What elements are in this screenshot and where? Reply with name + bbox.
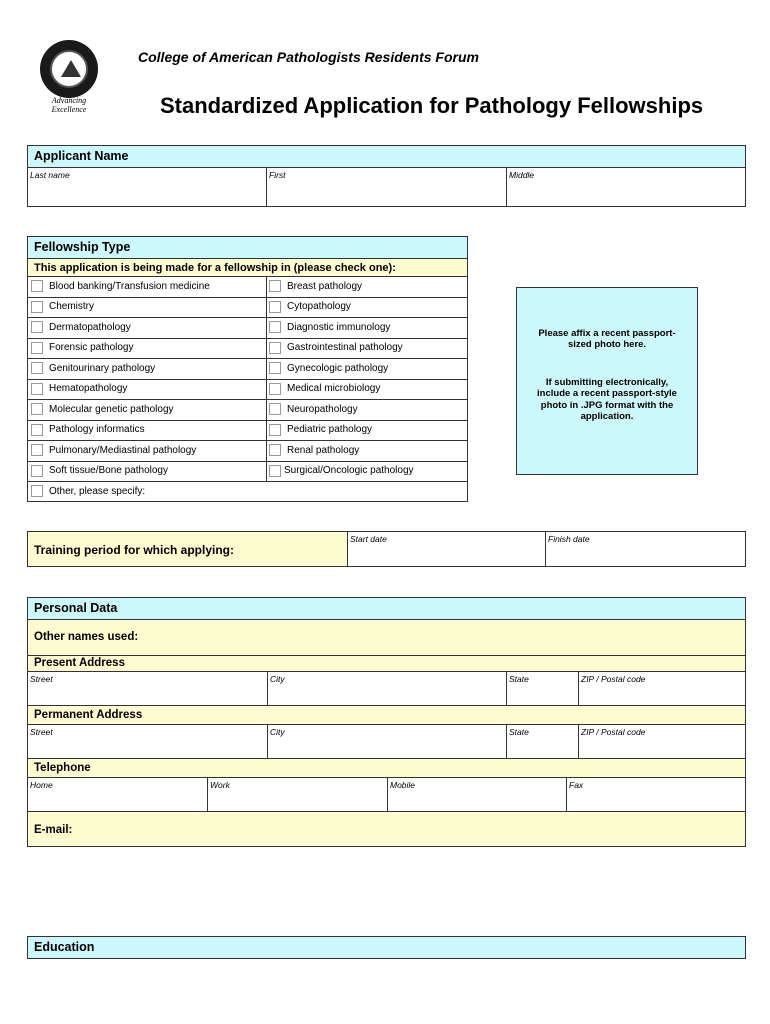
permanent-state-field[interactable] [506, 724, 579, 759]
checkbox[interactable] [269, 424, 281, 436]
home-phone-field[interactable] [27, 777, 208, 812]
fellowship-option-label: Renal pathology [287, 444, 360, 456]
permanent-city-field[interactable] [267, 724, 507, 759]
fellowship-option-label: Neuropathology [287, 403, 358, 415]
fellowship-instruction: This application is being made for a fellowship in (please check one): [27, 258, 468, 277]
checkbox[interactable] [269, 465, 281, 477]
checkbox[interactable] [269, 342, 281, 354]
start-date-label: Start date [350, 534, 387, 544]
fellowship-row [27, 317, 468, 339]
logo-tagline: Advancing Excellence [51, 96, 87, 114]
fellowship-row [27, 297, 468, 319]
fellowship-option[interactable] [31, 424, 145, 436]
column-divider [266, 277, 267, 297]
fellowship-option[interactable] [269, 383, 380, 395]
street-label: Street [30, 727, 53, 737]
present-address-heading: Present Address [27, 655, 746, 672]
column-divider [266, 359, 267, 379]
checkbox[interactable] [31, 424, 43, 436]
fellowship-option-label: Dermatopathology [49, 321, 131, 333]
fellowship-row [27, 399, 468, 421]
fellowship-option[interactable] [269, 403, 358, 415]
mobile-phone-field[interactable] [387, 777, 567, 812]
checkbox[interactable] [269, 383, 281, 395]
fax-label: Fax [569, 780, 584, 790]
checkbox[interactable] [31, 403, 43, 415]
telephone-heading: Telephone [27, 759, 746, 778]
mobile-label: Mobile [390, 780, 416, 790]
fellowship-option-label: Other, please specify: [49, 485, 146, 497]
fellowship-option-label: Medical microbiology [287, 383, 381, 394]
middle-name-label: Middle [509, 170, 535, 180]
fellowship-option[interactable] [269, 444, 359, 456]
checkbox[interactable] [31, 465, 43, 477]
present-state-field[interactable] [506, 671, 579, 706]
photo-electronic-instruction: If submitting electronically, include a recent passport-style photo in .JPG format with the application. [537, 376, 677, 422]
fellowship-option-label: Molecular genetic pathology [49, 403, 174, 415]
fellowship-option[interactable] [31, 342, 134, 354]
fellowship-option-label: Surgical/Oncologic pathology [284, 465, 414, 476]
fellowship-option[interactable] [269, 301, 351, 313]
street-label: Street [30, 674, 53, 684]
education-heading: Education [27, 936, 746, 959]
fellowship-option-label: Pathology informatics [49, 424, 145, 435]
personal-data-heading: Personal Data [27, 597, 746, 620]
fellowship-option-label: Forensic pathology [49, 342, 134, 353]
checkbox[interactable] [31, 485, 43, 497]
work-phone-field[interactable] [207, 777, 388, 812]
fellowship-option[interactable] [269, 362, 388, 374]
document-title: Standardized Application for Pathology Fellowships [160, 93, 704, 118]
zip-label: ZIP / Postal code [581, 727, 646, 737]
column-divider [266, 380, 267, 400]
fellowship-row [27, 440, 468, 462]
fellowship-row [27, 338, 468, 360]
finish-date-label: Finish date [548, 534, 590, 544]
column-divider [266, 318, 267, 338]
fellowship-option-label: Gastrointestinal pathology [287, 342, 403, 353]
checkbox[interactable] [31, 383, 43, 395]
column-divider [266, 400, 267, 420]
fellowship-row [27, 461, 468, 483]
column-divider [266, 441, 267, 461]
fellowship-option-label: Genitourinary pathology [49, 362, 156, 374]
work-label: Work [210, 780, 230, 790]
photo-placeholder [516, 287, 698, 475]
first-name-label: First [269, 170, 286, 180]
checkbox[interactable] [269, 362, 281, 374]
checkbox[interactable] [269, 403, 281, 415]
fellowship-option[interactable] [31, 280, 210, 292]
finish-date-field[interactable] [545, 531, 746, 567]
first-name-field[interactable] [266, 167, 507, 207]
fax-field[interactable] [566, 777, 746, 812]
last-name-field[interactable] [27, 167, 267, 207]
checkbox[interactable] [269, 444, 281, 456]
fellowship-row [27, 379, 468, 401]
photo-instruction: Please affix a recent passport-sized photo here. [538, 328, 676, 351]
state-label: State [509, 674, 529, 684]
checkbox[interactable] [269, 301, 281, 313]
fellowship-type-heading: Fellowship Type [27, 236, 468, 259]
fellowship-option[interactable] [31, 444, 196, 456]
fellowship-option-other[interactable] [31, 485, 145, 497]
fellowship-other-row [27, 481, 468, 502]
checkbox[interactable] [269, 321, 281, 333]
zip-label: ZIP / Postal code [581, 674, 646, 684]
last-name-label: Last name [30, 170, 70, 180]
state-label: State [509, 727, 529, 737]
column-divider [266, 339, 267, 359]
fellowship-option-label: Pulmonary/Mediastinal pathology [49, 444, 197, 456]
checkbox[interactable] [31, 280, 43, 292]
fellowship-option-label: Pediatric pathology [287, 424, 373, 435]
column-divider [266, 298, 267, 318]
present-street-field[interactable] [27, 671, 268, 706]
fellowship-row [27, 276, 468, 298]
fellowship-option[interactable] [31, 403, 174, 415]
checkbox[interactable] [31, 342, 43, 354]
permanent-zip-field[interactable] [578, 724, 746, 759]
permanent-address-heading: Permanent Address [27, 706, 746, 725]
middle-name-field[interactable] [506, 167, 746, 207]
fellowship-row [27, 358, 468, 380]
fellowship-option-label: Diagnostic immunology [287, 321, 391, 333]
home-label: Home [30, 780, 53, 790]
fellowship-option-label: Breast pathology [287, 280, 363, 292]
fellowship-option[interactable] [269, 424, 372, 436]
start-date-field[interactable] [347, 531, 546, 567]
column-divider [266, 421, 267, 441]
fellowship-option-label: Hematopathology [49, 383, 128, 394]
fellowship-option-label: Chemistry [49, 301, 95, 312]
fellowship-option-label: Blood banking/Transfusion medicine [49, 280, 210, 292]
fellowship-row [27, 420, 468, 442]
fellowship-option[interactable] [269, 465, 414, 477]
applicant-name-heading: Applicant Name [27, 145, 746, 168]
organization-name: College of American Pathologists Residents Forum [138, 49, 479, 65]
other-names-field[interactable]: Other names used: [27, 619, 746, 656]
checkbox[interactable] [31, 444, 43, 456]
fellowship-option[interactable] [31, 362, 155, 374]
present-city-field[interactable] [267, 671, 507, 706]
fellowship-option-label: Cytopathology [287, 301, 351, 312]
city-label: City [270, 727, 285, 737]
fellowship-option[interactable] [31, 301, 94, 313]
fellowship-option-label: Gynecologic pathology [287, 362, 389, 374]
fellowship-option[interactable] [269, 280, 362, 292]
permanent-street-field[interactable] [27, 724, 268, 759]
checkbox[interactable] [31, 362, 43, 374]
fellowship-option[interactable] [31, 465, 168, 477]
fellowship-option[interactable] [269, 342, 403, 354]
email-field[interactable]: E-mail: [27, 811, 746, 847]
cap-logo-seal [40, 40, 98, 98]
city-label: City [270, 674, 285, 684]
fellowship-option-label: Soft tissue/Bone pathology [49, 465, 168, 476]
fellowship-option[interactable] [31, 321, 131, 333]
checkbox[interactable] [269, 280, 281, 292]
fellowship-option[interactable] [269, 321, 390, 333]
checkbox[interactable] [31, 301, 43, 313]
fellowship-option[interactable] [31, 383, 127, 395]
present-zip-field[interactable] [578, 671, 746, 706]
column-divider [266, 462, 267, 482]
checkbox[interactable] [31, 321, 43, 333]
training-period-label: Training period for which applying: [27, 531, 348, 567]
